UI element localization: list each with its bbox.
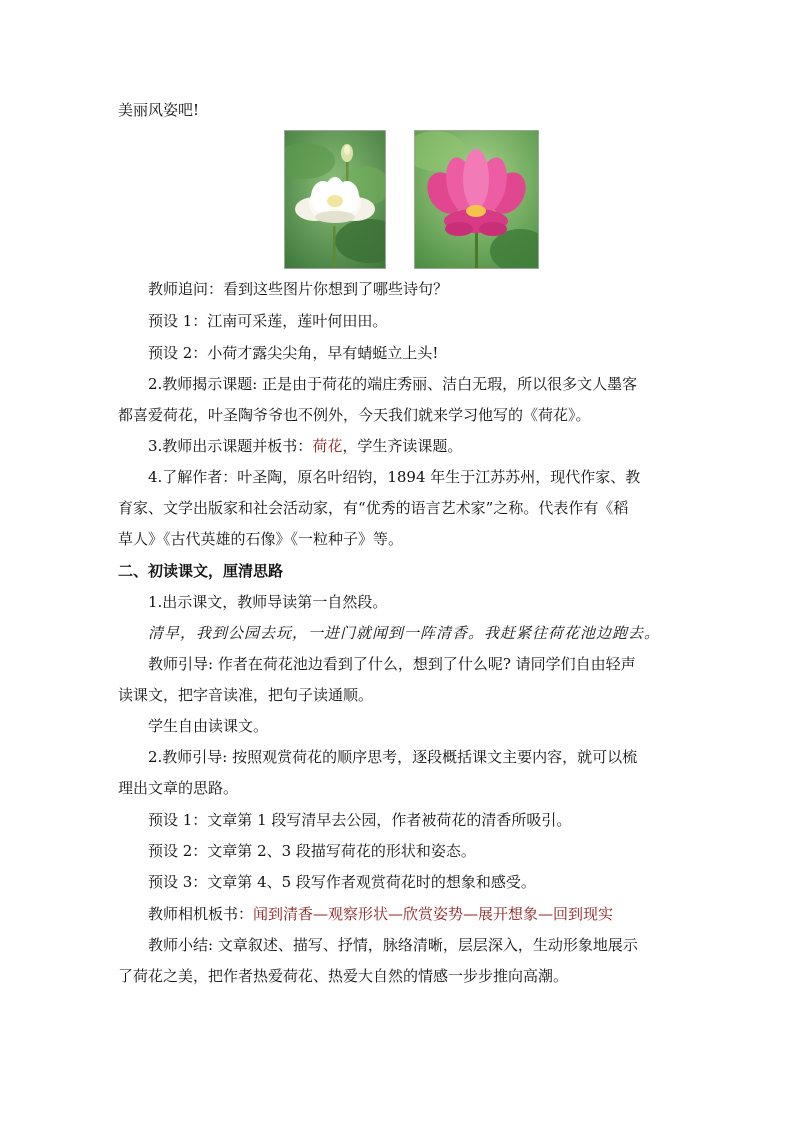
- board-title: 荷花: [312, 437, 343, 455]
- step-2-line-1: 2.教师揭示课题: 正是由于荷花的端庄秀丽、洁白无瑕，所以很多文人墨客: [148, 375, 638, 393]
- board-writing-line: [148, 904, 708, 924]
- step-4-line-2: 育家、文学出版家和社会活动家，有“优秀的语言艺术家”之称。代表作有《稻: [118, 499, 629, 517]
- text-excerpt: 清早，我到公园去玩，一进门就闻到一阵清香。我赶紧往荷花池边跑去。: [148, 624, 661, 642]
- guide2-line-2: 理出文章的思路。: [118, 779, 239, 797]
- step-3-text: 3.教师出示课题并板书：: [148, 437, 313, 455]
- step-2-line-2: 都喜爱荷花，叶圣陶爷爷也不例外，今天我们就来学习他写的《荷花》。: [118, 406, 591, 424]
- structure-preset-1: 预设 1：文章第 1 段写清早去公园，作者被荷花的清香所吸引。: [148, 811, 572, 829]
- structure-preset-2: 预设 2：文章第 2、3 段描写荷花的形状和姿态。: [148, 842, 476, 860]
- summary-line-1: 教师小结: 文章叙述、描写、抒情，脉络清晰，层层深入，生动形象地展示: [148, 936, 638, 954]
- board-writing-label: 教师相机板书：: [148, 905, 254, 923]
- board-writing-content: 闻到清香—观察形状—欣赏姿势—展开想象—回到现实: [253, 905, 614, 923]
- preset-1: 预设 1：江南可采莲，莲叶何田田。: [148, 312, 388, 330]
- read-step-1: 1.出示课文，教师导读第一自然段。: [148, 593, 388, 611]
- step-3-line: [148, 436, 708, 456]
- guide-line-2: 读课文，把字音读准，把句子读通顺。: [118, 686, 374, 704]
- guide-line-1: 教师引导: 作者在荷花池边看到了什么，想到了什么呢? 请同学们自由轻声: [148, 655, 636, 673]
- summary-line-2: 了荷花之美，把作者热爱荷花、热爱大自然的情感一步步推向高潮。: [118, 967, 569, 985]
- section-heading: 二、初读课文，厘清思路: [118, 562, 284, 580]
- step-4-line-1: 4.了解作者：叶圣陶，原名叶绍钧，1894 年生于江苏苏州，现代作家、教: [148, 468, 641, 486]
- structure-preset-3: 预设 3：文章第 4、5 段写作者观赏荷花时的想象和感受。: [148, 873, 536, 891]
- step-4-line-3: 草人》《古代英雄的石像》《一粒种子》等。: [118, 530, 404, 548]
- preset-2: 预设 2：小荷才露尖尖角，早有蜻蜓立上头!: [148, 344, 439, 362]
- step-3-tail: ，学生齐读课题。: [342, 437, 463, 455]
- free-reading: 学生自由读课文。: [148, 717, 269, 735]
- pink-lotus-photo: [414, 130, 539, 269]
- guide2-line-1: 2.教师引导: 按照观赏荷花的顺序思考，逐段概括课文主要内容，就可以梳: [148, 748, 638, 766]
- white-lotus-photo: [284, 130, 386, 269]
- teacher-question: 教师追问：看到这些图片你想到了哪些诗句？: [148, 280, 449, 298]
- intro-tail-text: 美丽风姿吧!: [118, 101, 200, 119]
